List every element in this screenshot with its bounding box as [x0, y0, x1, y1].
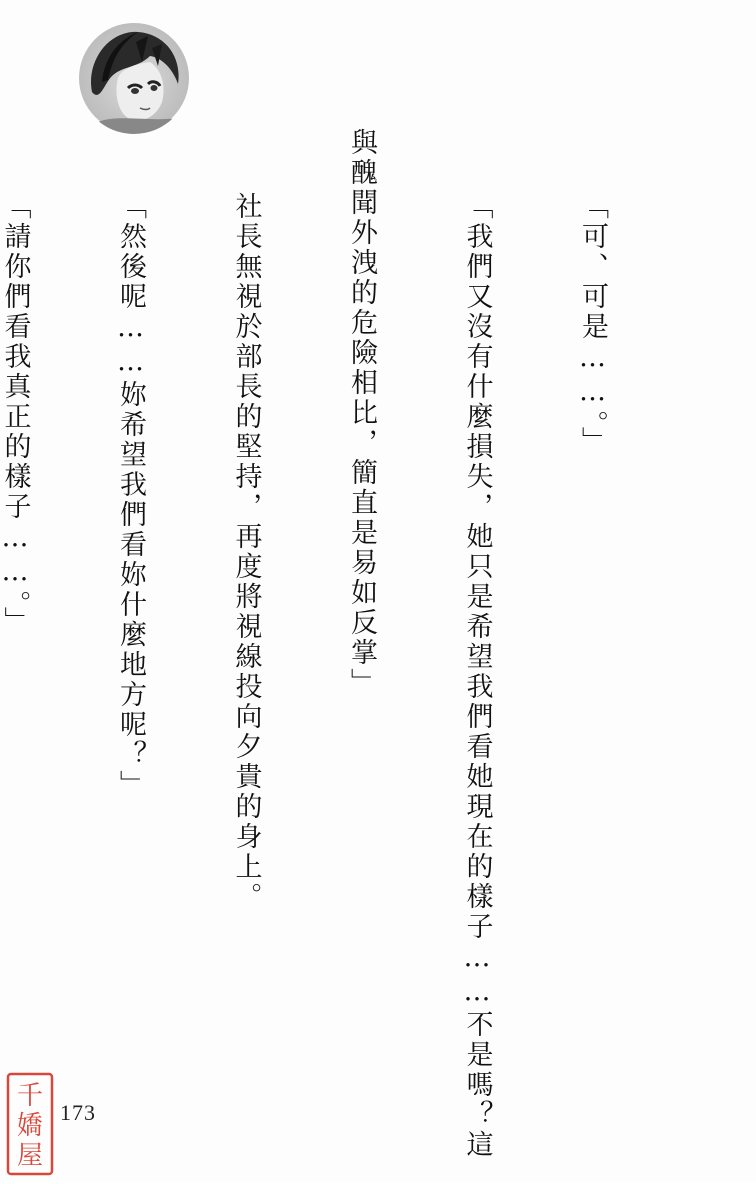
- text-line-6: 「請你們看我真正的樣子……。」: [0, 192, 31, 637]
- text-line-5: 「然後呢……妳希望我們看妳什麼地方呢？」: [115, 192, 146, 800]
- text-line-3: 與醜聞外洩的危險相比，簡直是易如反掌」: [346, 128, 377, 698]
- publisher-seal-stamp: [6, 1072, 54, 1176]
- svg-text:屋: 屋: [16, 1141, 44, 1171]
- text-line-4: 社長無視於部長的堅持，再度將視線投向夕貴的身上。: [230, 192, 262, 912]
- page-number: 173: [60, 1100, 96, 1125]
- seal-icon: [6, 1072, 54, 1176]
- text-line-2: 「我們又沒有什麼損失，她只是希望我們看她現在的樣子……不是嗎？這: [461, 192, 493, 1160]
- svg-text:千: 千: [16, 1081, 44, 1111]
- svg-text:嬌: 嬌: [16, 1111, 44, 1141]
- text-line-1: 「可、可是……。」: [577, 192, 608, 457]
- portrait-image: [78, 22, 190, 134]
- portrait-illustration: [78, 22, 190, 134]
